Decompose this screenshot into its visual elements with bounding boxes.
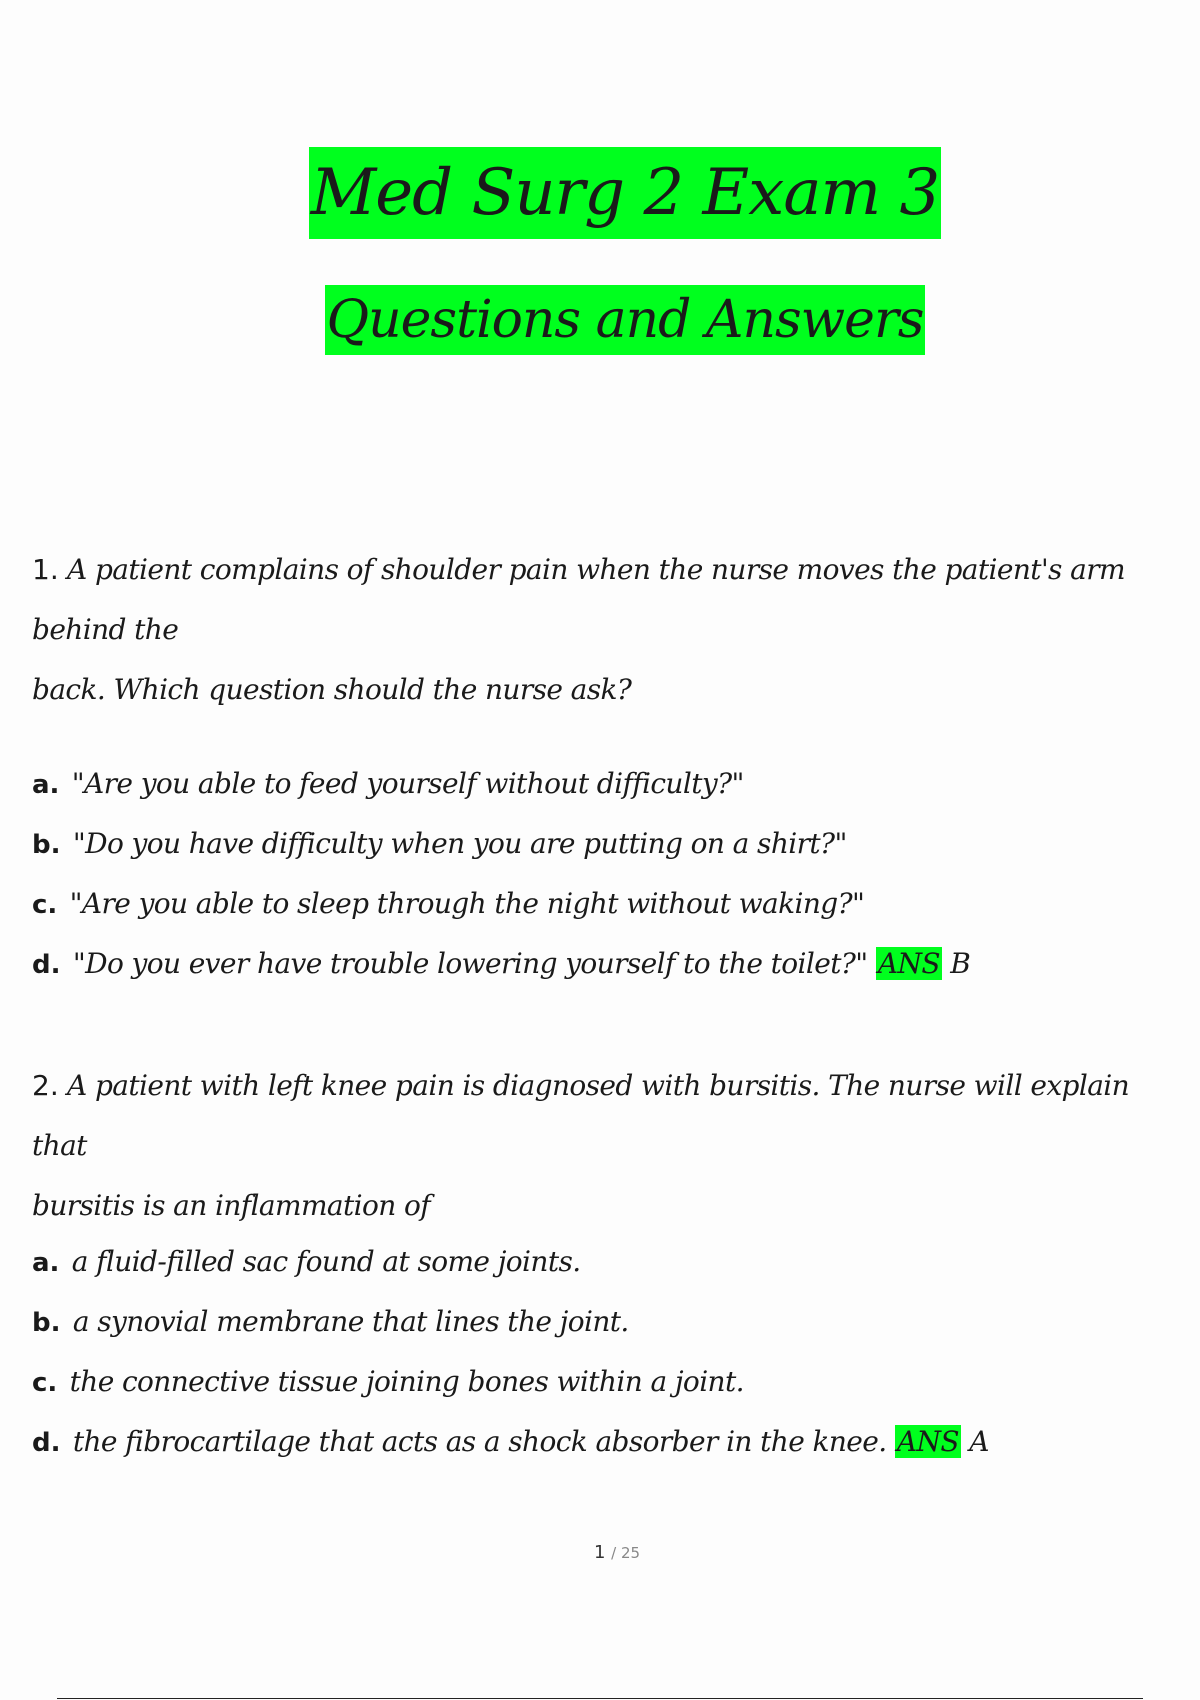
question-number: 1. (32, 553, 59, 586)
question-2-option-b (32, 1300, 1182, 1345)
option-text: a synovial membrane that lines the joint. (72, 1305, 629, 1338)
option-letter: d. (32, 950, 61, 980)
question-1-option-b (32, 822, 1182, 867)
option-text: "Are you able to feed yourself without difficulty?" (71, 767, 744, 800)
option-letter: a. (32, 1248, 60, 1278)
question-2-option-d (32, 1420, 1182, 1465)
answer-label: ANS (896, 1425, 959, 1458)
document-title (0, 147, 1200, 239)
question-text-line: back. Which question should the nurse ask? (32, 673, 632, 706)
question-1-option-a (32, 762, 1182, 807)
option-text: "Do you have difficulty when you are putting on a shirt?" (72, 827, 847, 860)
page-number (0, 1542, 1200, 1563)
option-text: a fluid-filled sac found at some joints. (71, 1245, 581, 1278)
question-number: 2. (32, 1069, 59, 1102)
answer-label: ANS (877, 947, 940, 980)
document-subtitle (0, 285, 1200, 355)
question-1-option-d (32, 942, 1182, 987)
option-letter: a. (32, 770, 60, 800)
page-total: / 25 (611, 1544, 641, 1562)
page-divider (57, 1698, 1143, 1699)
page-current: 1 (593, 1542, 606, 1563)
option-letter: b. (32, 830, 61, 860)
answer-value: B (950, 947, 971, 980)
option-letter: c. (32, 890, 58, 920)
option-text: the fibrocartilage that acts as a shock absorber in the knee. (72, 1425, 887, 1458)
title-highlight: Med Surg 2 Exam 3 (309, 147, 941, 239)
option-letter: d. (32, 1428, 61, 1458)
question-1-stem (32, 540, 1182, 720)
question-1-option-c (32, 882, 1182, 927)
question-2-stem (32, 1056, 1182, 1236)
question-text-line: A patient with left knee pain is diagnosed with bursitis. The nurse will explain that (32, 1069, 1130, 1162)
question-text-line: bursitis is an inflammation of (32, 1189, 431, 1222)
option-text: "Do you ever have trouble lowering yourself to the toilet?" (72, 947, 868, 980)
question-2-option-c (32, 1360, 1182, 1405)
option-letter: b. (32, 1308, 61, 1338)
question-text-line: behind the (32, 613, 179, 646)
option-text: "Are you able to sleep through the night without waking?" (69, 887, 865, 920)
option-letter: c. (32, 1368, 58, 1398)
option-text: the connective tissue joining bones within a joint. (69, 1365, 744, 1398)
question-text-line: A patient complains of shoulder pain when the nurse moves the patient's arm (67, 553, 1125, 586)
question-2-option-a (32, 1240, 1182, 1285)
answer-value: A (969, 1425, 989, 1458)
subtitle-highlight: Questions and Answers (325, 285, 926, 355)
